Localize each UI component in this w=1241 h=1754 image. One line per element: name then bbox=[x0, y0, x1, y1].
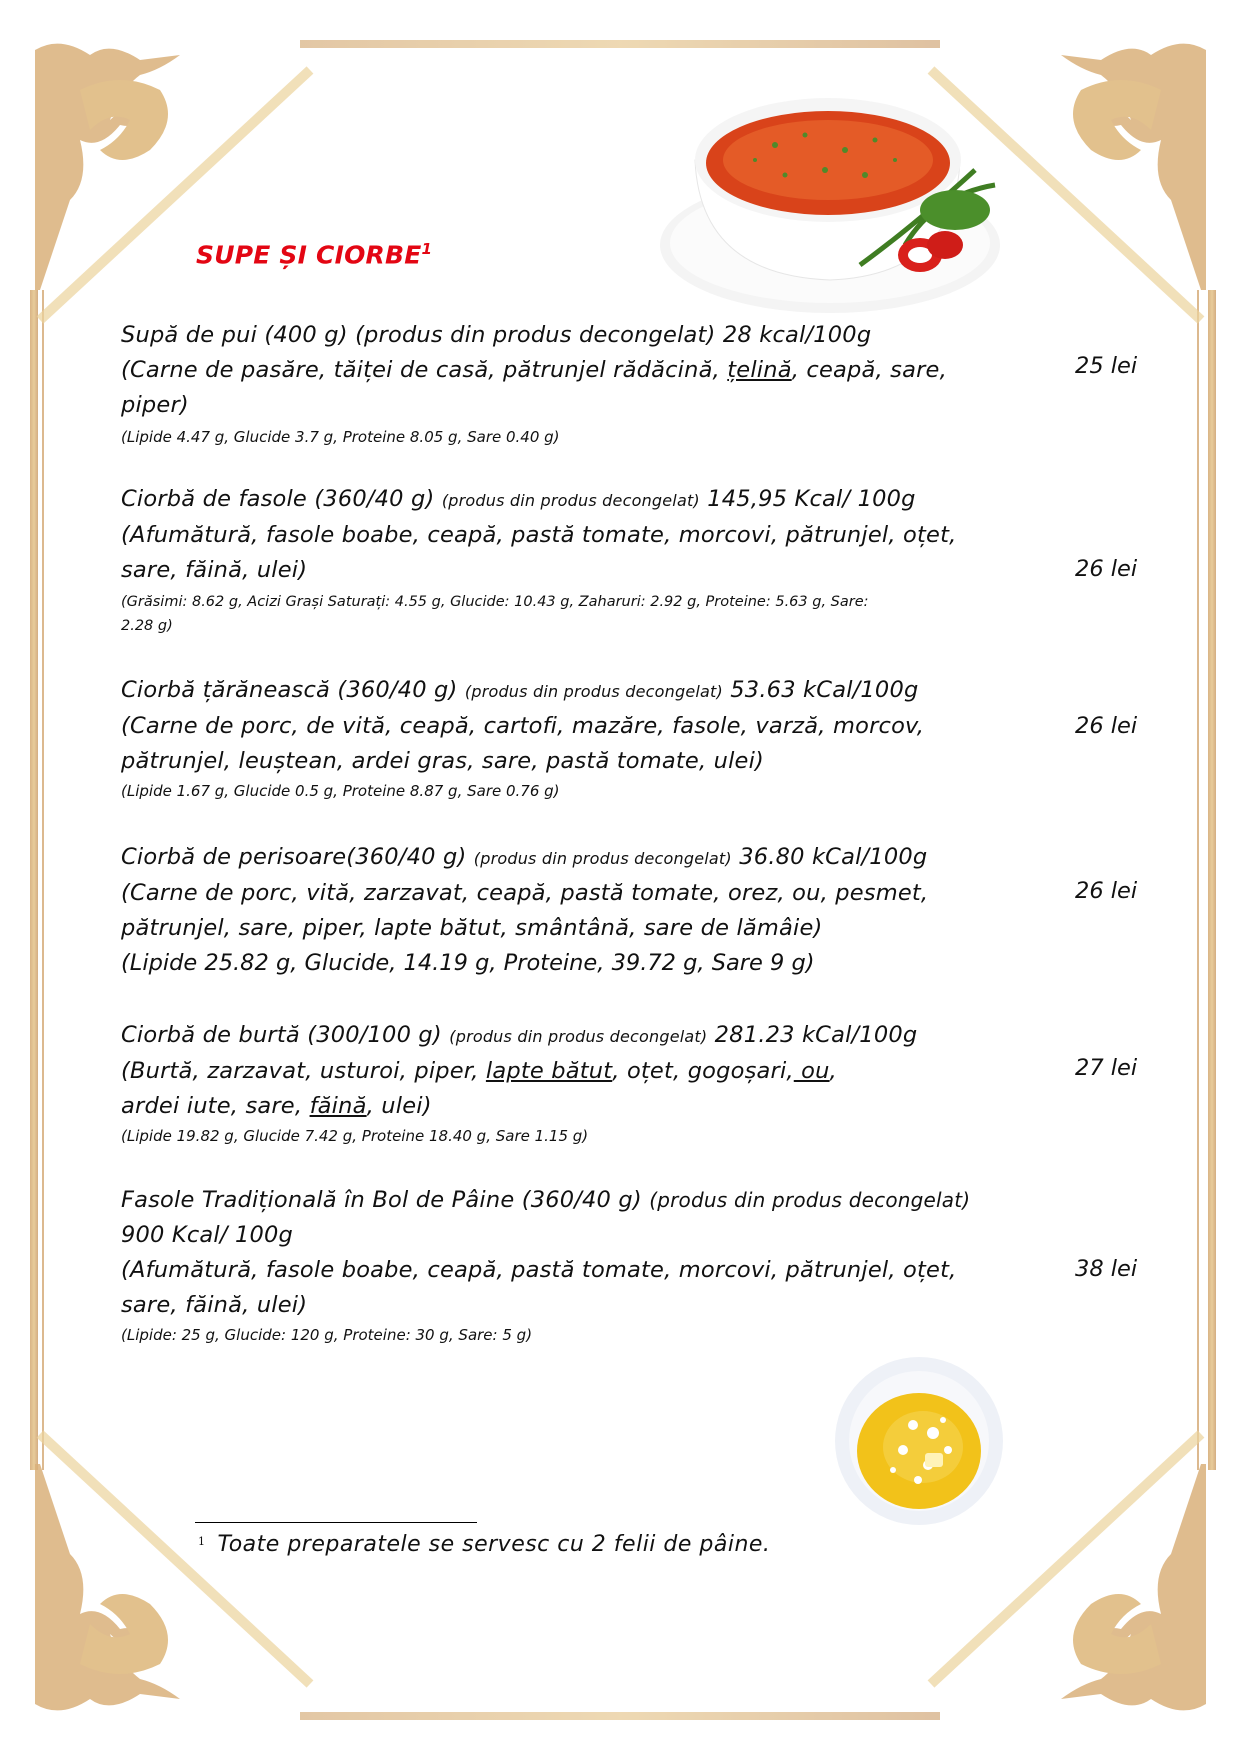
item-kcal: 36.80 kCal/100g bbox=[739, 844, 928, 870]
menu-item-fasole-in-bol-de-paine bbox=[121, 1183, 1051, 1347]
item-name: Ciorbă de perisoare(360/40 g) bbox=[121, 844, 467, 870]
item-note: (produs din produs decongelat) bbox=[649, 1188, 971, 1212]
item-name: Ciorbă de burtă (300/100 g) bbox=[121, 1022, 442, 1048]
item-nutrition: (Lipide 4.47 g, Glucide 3.7 g, Proteine 8.05 g, Sare 0.40 g) bbox=[121, 428, 560, 446]
footnote-separator bbox=[195, 1522, 477, 1523]
item-note: (produs din produs decongelat) bbox=[449, 1027, 708, 1046]
item-ingredients: sare, făină, ulei) bbox=[121, 557, 308, 583]
item-name-line: Supă de pui (400 g) (produs din produs decongelat) 28 kcal/100g bbox=[121, 322, 872, 348]
item-note: (produs din produs decongelat) bbox=[473, 849, 732, 868]
item-kcal: 281.23 kCal/100g bbox=[714, 1022, 918, 1048]
ingredients-text: ardei iute, sare, bbox=[121, 1093, 310, 1119]
ornament-corner-bottom-left-icon bbox=[20, 1424, 320, 1724]
menu-item-ciorba-taraneasca bbox=[121, 673, 1051, 803]
footnote-text: Toate preparatele se servesc cu 2 felii de pâine. bbox=[217, 1532, 771, 1557]
ingredients-text: , oțet, gogoșari, bbox=[612, 1058, 794, 1084]
ingredients-text: (Carne de pasăre, tăiței de casă, pătrunjel rădăcină, bbox=[121, 357, 728, 383]
ingredients-text: , ulei) bbox=[366, 1093, 432, 1119]
allergen-underline: țelină bbox=[727, 357, 792, 383]
item-ingredients: pătrunjel, sare, piper, lapte bătut, smântână, sare de lămâie) bbox=[121, 915, 823, 941]
item-price: 25 lei bbox=[1075, 353, 1138, 379]
menu-item-ciorba-de-perisoare bbox=[121, 840, 1051, 981]
item-nutrition: (Lipide 19.82 g, Glucide 7.42 g, Proteine 18.40 g, Sare 1.15 g) bbox=[121, 1127, 589, 1145]
footnote bbox=[198, 1532, 770, 1557]
item-ingredients: (Carne de porc, vită, zarzavat, ceapă, pastă tomate, orez, ou, pesmet, bbox=[121, 880, 929, 906]
item-kcal: 145,95 Kcal/ 100g bbox=[707, 486, 916, 512]
ingredients-text: , bbox=[829, 1058, 837, 1084]
item-name-line bbox=[121, 1018, 1051, 1054]
item-name: Ciorbă țărănească (360/40 g) bbox=[121, 677, 458, 703]
menu-item-ciorba-de-burta bbox=[121, 1018, 1051, 1148]
item-ingredients: (Afumătură, fasole boabe, ceapă, pastă tomate, morcovi, pătrunjel, oțet, bbox=[121, 1257, 957, 1283]
item-nutrition: 2.28 g) bbox=[121, 618, 173, 634]
footnote-mark: 1 bbox=[198, 1535, 206, 1548]
item-nutrition: (Lipide 25.82 g, Glucide, 14.19 g, Proteine, 39.72 g, Sare 9 g) bbox=[121, 950, 815, 976]
item-name: Ciorbă de fasole (360/40 g) bbox=[121, 486, 435, 512]
item-ingredients: (Afumătură, fasole boabe, ceapă, pastă tomate, morcovi, pătrunjel, oțet, bbox=[121, 522, 957, 548]
item-price: 26 lei bbox=[1075, 713, 1138, 739]
item-name-line bbox=[121, 482, 1051, 518]
menu-item-supa-de-pui bbox=[121, 318, 1051, 449]
item-nutrition: (Lipide 1.67 g, Glucide 0.5 g, Proteine 8.87 g, Sare 0.76 g) bbox=[121, 782, 560, 800]
item-ingredients: (Carne de porc, de vită, ceapă, cartofi, mazăre, fasole, varză, morcov, bbox=[121, 713, 925, 739]
ornament-corner-top-left-icon bbox=[20, 30, 320, 330]
allergen-underline: lapte bătut bbox=[485, 1058, 613, 1084]
item-ingredients bbox=[121, 1054, 1051, 1089]
item-name-line bbox=[121, 673, 1051, 709]
item-ingredients: pătrunjel, leuștean, ardei gras, sare, pastă tomate, ulei) bbox=[121, 748, 765, 774]
allergen-underline: ou bbox=[793, 1058, 830, 1084]
item-kcal: 53.63 kCal/100g bbox=[730, 677, 919, 703]
item-nutrition: (Grăsimi: 8.62 g, Acizi Grași Saturați: 4.55 g, Glucide: 10.43 g, Zaharuri: 2.92 g, Proteine: 5.63 g, Sare: bbox=[121, 594, 869, 610]
item-ingredients bbox=[121, 353, 1051, 388]
item-ingredients: sare, făină, ulei) bbox=[121, 1292, 308, 1318]
ingredients-text: (Burtă, zarzavat, usturoi, piper, bbox=[121, 1058, 486, 1084]
item-ingredients bbox=[121, 1089, 1051, 1124]
allergen-underline: făină bbox=[309, 1093, 367, 1119]
polenta-plate-image bbox=[833, 1355, 1005, 1527]
item-price: 26 lei bbox=[1075, 556, 1138, 582]
ingredients-text: , ceapă, sare, bbox=[791, 357, 947, 383]
item-name-line bbox=[121, 840, 1051, 876]
section-title bbox=[196, 240, 432, 269]
item-name-line bbox=[121, 1183, 1051, 1218]
item-price: 27 lei bbox=[1075, 1055, 1138, 1081]
item-kcal: 900 Kcal/ 100g bbox=[121, 1222, 294, 1248]
menu-item-ciorba-de-fasole bbox=[121, 482, 1051, 638]
section-title-text: SUPE ȘI CIORBE bbox=[196, 240, 422, 270]
item-price: 26 lei bbox=[1075, 878, 1138, 904]
item-note: (produs din produs decongelat) bbox=[441, 491, 700, 510]
item-note: (produs din produs decongelat) bbox=[464, 682, 723, 701]
item-ingredients: piper) bbox=[121, 392, 189, 418]
item-name: Fasole Tradițională în Bol de Pâine (360/40 g) bbox=[121, 1187, 642, 1213]
soup-bowl-image bbox=[655, 75, 1015, 315]
item-price: 38 lei bbox=[1075, 1256, 1138, 1282]
footnote-ref: 1 bbox=[421, 240, 433, 258]
item-nutrition: (Lipide: 25 g, Glucide: 120 g, Proteine: 30 g, Sare: 5 g) bbox=[121, 1326, 533, 1344]
